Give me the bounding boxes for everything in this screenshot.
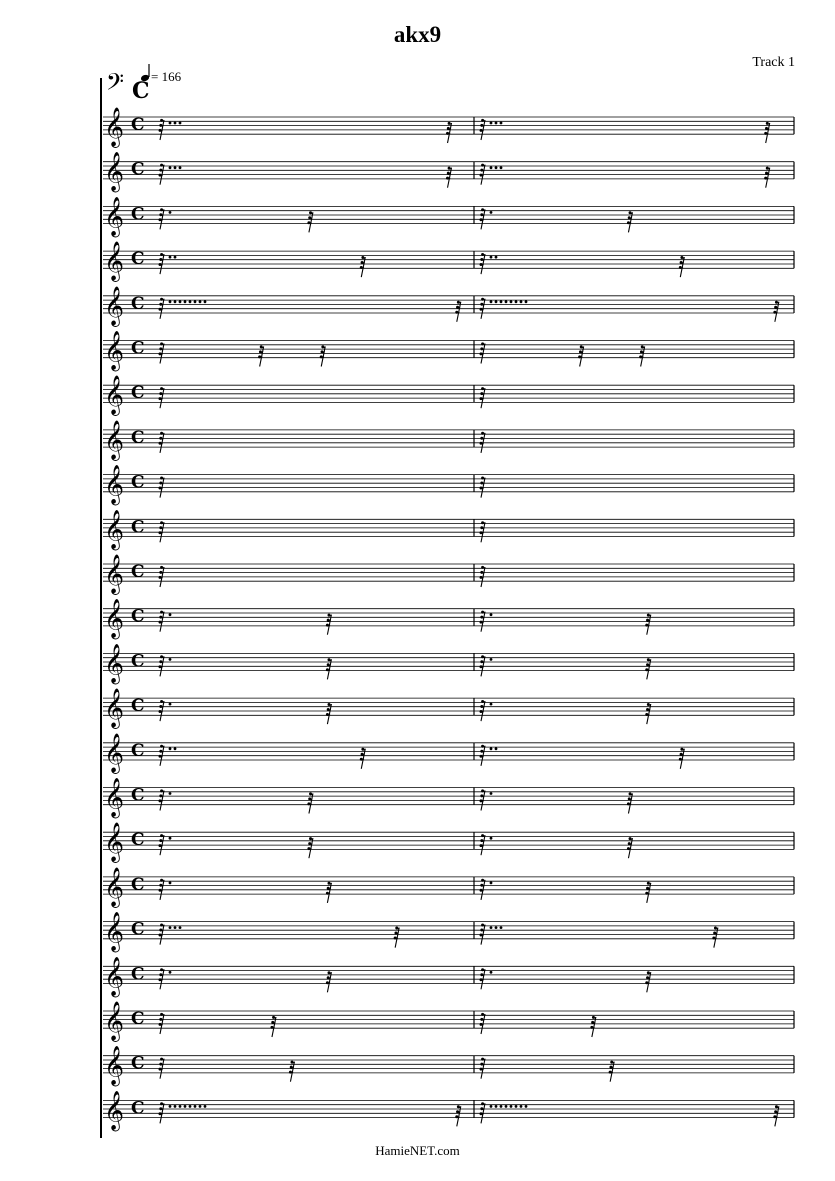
staff xyxy=(103,822,794,863)
staff xyxy=(103,196,794,237)
staff xyxy=(103,331,794,372)
time-signature: C xyxy=(131,293,145,314)
rest-icon xyxy=(159,1058,165,1079)
rest-icon xyxy=(480,566,486,587)
measure xyxy=(159,477,165,498)
augmentation-dot xyxy=(490,882,493,885)
rest-icon xyxy=(627,792,633,813)
measure xyxy=(159,745,366,769)
score-title: akx9 xyxy=(393,22,442,47)
rest-icon xyxy=(159,164,165,185)
treble-clef-icon: 𝄞 xyxy=(104,688,125,729)
rest-icon xyxy=(326,703,332,724)
rest-icon xyxy=(480,745,486,766)
time-signature: C xyxy=(131,115,145,135)
augmentation-dot xyxy=(500,122,503,125)
rest-icon xyxy=(590,1016,596,1037)
time-signature: C xyxy=(131,740,145,761)
augmentation-dot xyxy=(505,1105,508,1108)
augmentation-dot xyxy=(495,747,498,750)
rest-icon xyxy=(159,700,165,721)
rest-icon xyxy=(159,566,165,587)
augmentation-dot xyxy=(169,211,172,214)
augmentation-dot xyxy=(520,300,523,303)
rest-icon xyxy=(480,342,486,363)
rest-icon xyxy=(159,521,165,542)
measure xyxy=(159,208,313,232)
measure xyxy=(159,119,452,143)
measure xyxy=(159,432,165,453)
augmentation-dot xyxy=(179,122,182,125)
measure xyxy=(480,208,633,232)
footer-credit: HamieNET.com xyxy=(375,1143,460,1158)
treble-clef-icon: 𝄞 xyxy=(104,732,125,773)
augmentation-dot xyxy=(169,837,172,840)
measure xyxy=(480,342,645,366)
staff xyxy=(103,420,794,461)
augmentation-dot xyxy=(179,300,182,303)
measure xyxy=(480,834,633,858)
time-signature: C xyxy=(131,338,145,359)
time-signature: C xyxy=(131,1009,145,1029)
time-signature: C xyxy=(131,696,145,717)
measure xyxy=(159,834,313,858)
augmentation-dot xyxy=(495,256,498,259)
augmentation-dot xyxy=(169,792,172,795)
rest-icon xyxy=(480,253,486,274)
rest-icon xyxy=(159,432,165,453)
treble-clef-icon: 𝄞 xyxy=(104,285,125,326)
rest-icon xyxy=(455,1105,461,1126)
rest-icon xyxy=(627,837,633,858)
augmentation-dot xyxy=(189,1105,192,1108)
measure xyxy=(480,968,651,992)
time-signature: C xyxy=(131,427,145,448)
rest-icon xyxy=(480,208,486,229)
augmentation-dot xyxy=(174,300,177,303)
treble-clef-icon: 𝄞 xyxy=(104,196,125,237)
rest-icon xyxy=(480,1013,486,1034)
augmentation-dot xyxy=(174,166,177,169)
rest-icon xyxy=(446,122,452,143)
augmentation-dot xyxy=(495,1105,498,1108)
header-time-signature: C xyxy=(132,78,150,104)
rest-icon xyxy=(307,837,313,858)
augmentation-dot xyxy=(515,1105,518,1108)
treble-clef-icon: 𝄞 xyxy=(104,464,125,505)
staff xyxy=(103,733,794,774)
augmentation-dot xyxy=(179,166,182,169)
measure xyxy=(159,387,165,408)
augmentation-dot xyxy=(199,1105,202,1108)
time-signature: C xyxy=(131,830,145,851)
rest-icon xyxy=(645,971,651,992)
measure xyxy=(480,298,779,322)
rest-icon xyxy=(159,879,165,900)
tempo-value: = 166 xyxy=(151,69,182,84)
rest-icon xyxy=(480,655,486,676)
rest-icon xyxy=(773,1105,779,1126)
staff xyxy=(103,152,794,193)
rest-icon xyxy=(360,256,366,277)
measure xyxy=(480,611,651,635)
rest-icon xyxy=(480,834,486,855)
rest-icon xyxy=(159,1102,165,1123)
augmentation-dot xyxy=(194,1105,197,1108)
measure xyxy=(480,521,486,542)
measure xyxy=(159,700,332,724)
bass-clef-icon xyxy=(106,68,124,101)
rest-icon xyxy=(480,924,486,945)
staff xyxy=(103,1046,794,1087)
rest-icon xyxy=(764,122,770,143)
rest-icon xyxy=(307,211,313,232)
rest-icon xyxy=(712,927,718,948)
time-signature: C xyxy=(131,562,145,582)
time-signature: C xyxy=(131,383,145,404)
rest-icon xyxy=(480,477,486,498)
staff-system xyxy=(103,107,794,1131)
augmentation-dot xyxy=(194,300,197,303)
treble-clef-icon: 𝄞 xyxy=(104,822,125,863)
measure xyxy=(159,566,165,587)
time-signature: C xyxy=(131,874,145,895)
augmentation-dot xyxy=(495,122,498,125)
augmentation-dot xyxy=(490,300,493,303)
augmentation-dot xyxy=(169,300,172,303)
rest-icon xyxy=(159,611,165,632)
staff xyxy=(103,956,794,997)
staff xyxy=(103,643,794,684)
staff xyxy=(103,286,794,327)
augmentation-dot xyxy=(174,747,177,750)
rest-icon xyxy=(645,614,651,635)
rest-icon xyxy=(480,1102,486,1123)
rest-icon xyxy=(480,789,486,810)
augmentation-dot xyxy=(495,166,498,169)
staff xyxy=(103,509,794,550)
rest-icon xyxy=(480,119,486,140)
time-signature: C xyxy=(131,159,145,180)
augmentation-dot xyxy=(490,166,493,169)
measure xyxy=(159,879,332,903)
measure xyxy=(159,1102,461,1126)
measure xyxy=(159,611,332,635)
treble-clef-icon: 𝄞 xyxy=(104,151,125,192)
augmentation-dot xyxy=(189,300,192,303)
augmentation-dot xyxy=(490,1105,493,1108)
augmentation-dot xyxy=(204,300,207,303)
augmentation-dot xyxy=(490,703,493,706)
staff xyxy=(103,375,794,416)
rest-icon xyxy=(159,968,165,989)
augmentation-dot xyxy=(179,1105,182,1108)
augmentation-dot xyxy=(169,882,172,885)
rest-icon xyxy=(307,792,313,813)
augmentation-dot xyxy=(174,122,177,125)
measure xyxy=(159,164,452,188)
augmentation-dot xyxy=(500,300,503,303)
augmentation-dot xyxy=(495,926,498,929)
measure xyxy=(159,1013,276,1037)
time-signature: C xyxy=(131,204,145,225)
augmentation-dot xyxy=(490,926,493,929)
time-signature: C xyxy=(131,606,145,627)
rest-icon xyxy=(270,1016,276,1037)
treble-clef-icon: 𝄞 xyxy=(104,777,125,818)
augmentation-dot xyxy=(179,926,182,929)
augmentation-dot xyxy=(169,1105,172,1108)
augmentation-dot xyxy=(174,1105,177,1108)
treble-clef-icon: 𝄞 xyxy=(104,107,125,147)
augmentation-dot xyxy=(490,211,493,214)
augmentation-dot xyxy=(174,926,177,929)
augmentation-dot xyxy=(169,703,172,706)
measure xyxy=(159,924,400,948)
rest-icon xyxy=(159,745,165,766)
rest-icon xyxy=(159,924,165,945)
augmentation-dot xyxy=(515,300,518,303)
augmentation-dot xyxy=(490,256,493,259)
augmentation-dot xyxy=(500,926,503,929)
treble-clef-icon: 𝄞 xyxy=(104,598,125,639)
rest-icon xyxy=(480,700,486,721)
treble-clef-icon: 𝄞 xyxy=(104,866,125,907)
rest-icon xyxy=(455,301,461,322)
augmentation-dot xyxy=(495,300,498,303)
track-label: Track 1 xyxy=(752,55,795,70)
treble-clef-icon: 𝄞 xyxy=(104,911,125,952)
augmentation-dot xyxy=(490,747,493,750)
rest-icon xyxy=(645,703,651,724)
treble-clef-icon: 𝄞 xyxy=(104,1045,125,1086)
rest-icon xyxy=(159,342,165,363)
measure xyxy=(159,521,165,542)
measure xyxy=(480,432,486,453)
rest-icon xyxy=(480,164,486,185)
rest-icon xyxy=(480,298,486,319)
rest-icon xyxy=(446,167,452,188)
staff xyxy=(103,778,794,819)
augmentation-dot xyxy=(500,166,503,169)
treble-clef-icon: 𝄞 xyxy=(104,956,125,997)
rest-icon xyxy=(159,1013,165,1034)
rest-icon xyxy=(326,658,332,679)
treble-clef-icon: 𝄞 xyxy=(104,375,125,416)
augmentation-dot xyxy=(510,1105,513,1108)
staff xyxy=(103,107,794,148)
measure xyxy=(480,655,651,679)
measure xyxy=(159,968,332,992)
staff xyxy=(103,912,794,953)
measure xyxy=(159,655,332,679)
rest-icon xyxy=(159,119,165,140)
rest-icon xyxy=(645,882,651,903)
augmentation-dot xyxy=(169,658,172,661)
rest-icon xyxy=(159,298,165,319)
time-signature: C xyxy=(131,919,145,940)
staff xyxy=(103,1001,794,1042)
rest-icon xyxy=(480,432,486,453)
measure xyxy=(480,253,685,277)
rest-icon xyxy=(326,614,332,635)
treble-clef-icon: 𝄞 xyxy=(104,241,125,282)
time-signature: C xyxy=(131,1053,145,1074)
time-signature: C xyxy=(131,964,145,985)
rest-icon xyxy=(159,253,165,274)
augmentation-dot xyxy=(520,1105,523,1108)
measure xyxy=(480,745,685,769)
rest-icon xyxy=(159,834,165,855)
time-signature: C xyxy=(131,249,145,270)
rest-icon xyxy=(360,748,366,769)
measure xyxy=(480,566,486,587)
augmentation-dot xyxy=(525,300,528,303)
time-signature: C xyxy=(131,785,145,806)
rest-icon xyxy=(609,1061,615,1082)
augmentation-dot xyxy=(184,1105,187,1108)
measure xyxy=(480,1058,615,1082)
rest-icon xyxy=(645,658,651,679)
measure xyxy=(480,700,651,724)
augmentation-dot xyxy=(490,792,493,795)
measure xyxy=(480,477,486,498)
treble-clef-icon: 𝄞 xyxy=(104,643,125,684)
measure xyxy=(480,387,486,408)
staff xyxy=(103,688,794,729)
rest-icon xyxy=(320,345,326,366)
measure xyxy=(159,253,366,277)
treble-clef-icon: 𝄞 xyxy=(104,419,125,460)
augmentation-dot xyxy=(510,300,513,303)
rest-icon xyxy=(159,387,165,408)
svg-text:𝄢: 𝄢 xyxy=(106,68,125,101)
staff xyxy=(103,599,794,640)
time-signature: C xyxy=(131,651,145,672)
treble-clef-icon: 𝄞 xyxy=(104,554,125,594)
augmentation-dot xyxy=(174,256,177,259)
augmentation-dot xyxy=(169,926,172,929)
treble-clef-icon: 𝄞 xyxy=(104,1090,125,1131)
rest-icon xyxy=(326,882,332,903)
measure xyxy=(480,924,718,948)
rest-icon xyxy=(159,655,165,676)
augmentation-dot xyxy=(204,1105,207,1108)
augmentation-dot xyxy=(169,166,172,169)
rest-icon xyxy=(159,208,165,229)
rest-icon xyxy=(480,879,486,900)
augmentation-dot xyxy=(490,971,493,974)
measure xyxy=(480,119,770,143)
rest-icon xyxy=(480,968,486,989)
rest-icon xyxy=(639,345,645,366)
rest-icon xyxy=(480,611,486,632)
augmentation-dot xyxy=(169,122,172,125)
measure xyxy=(480,789,633,813)
augmentation-dot xyxy=(505,300,508,303)
time-signature: C xyxy=(131,1098,145,1119)
time-signature: C xyxy=(131,517,145,538)
staff xyxy=(103,241,794,282)
treble-clef-icon: 𝄞 xyxy=(104,509,125,550)
augmentation-dot xyxy=(490,122,493,125)
rest-icon xyxy=(480,387,486,408)
measure xyxy=(159,298,461,322)
measure xyxy=(159,1058,295,1082)
staff xyxy=(103,1090,794,1131)
measure xyxy=(480,879,651,903)
augmentation-dot xyxy=(169,971,172,974)
augmentation-dot xyxy=(525,1105,528,1108)
augmentation-dot xyxy=(169,613,172,616)
augmentation-dot xyxy=(490,658,493,661)
rest-icon xyxy=(394,927,400,948)
augmentation-dot xyxy=(169,747,172,750)
augmentation-dot xyxy=(490,837,493,840)
augmentation-dot xyxy=(199,300,202,303)
measure xyxy=(480,1013,596,1037)
measure xyxy=(480,1102,779,1126)
measure xyxy=(159,789,313,813)
time-signature: C xyxy=(131,472,145,493)
rest-icon xyxy=(289,1061,295,1082)
rest-icon xyxy=(773,301,779,322)
rest-icon xyxy=(627,211,633,232)
augmentation-dot xyxy=(184,300,187,303)
measure xyxy=(480,164,770,188)
rest-icon xyxy=(480,521,486,542)
staff xyxy=(103,465,794,506)
rest-icon xyxy=(578,345,584,366)
augmentation-dot xyxy=(490,613,493,616)
treble-clef-icon: 𝄞 xyxy=(104,330,125,371)
rest-icon xyxy=(679,748,685,769)
rest-icon xyxy=(159,477,165,498)
augmentation-dot xyxy=(500,1105,503,1108)
rest-icon xyxy=(258,345,264,366)
staff xyxy=(103,554,794,595)
measure xyxy=(159,342,326,366)
rest-icon xyxy=(326,971,332,992)
augmentation-dot xyxy=(169,256,172,259)
rest-icon xyxy=(764,167,770,188)
staff xyxy=(103,867,794,908)
treble-clef-icon: 𝄞 xyxy=(104,1001,125,1041)
rest-icon xyxy=(480,1058,486,1079)
rest-icon xyxy=(679,256,685,277)
rest-icon xyxy=(159,789,165,810)
